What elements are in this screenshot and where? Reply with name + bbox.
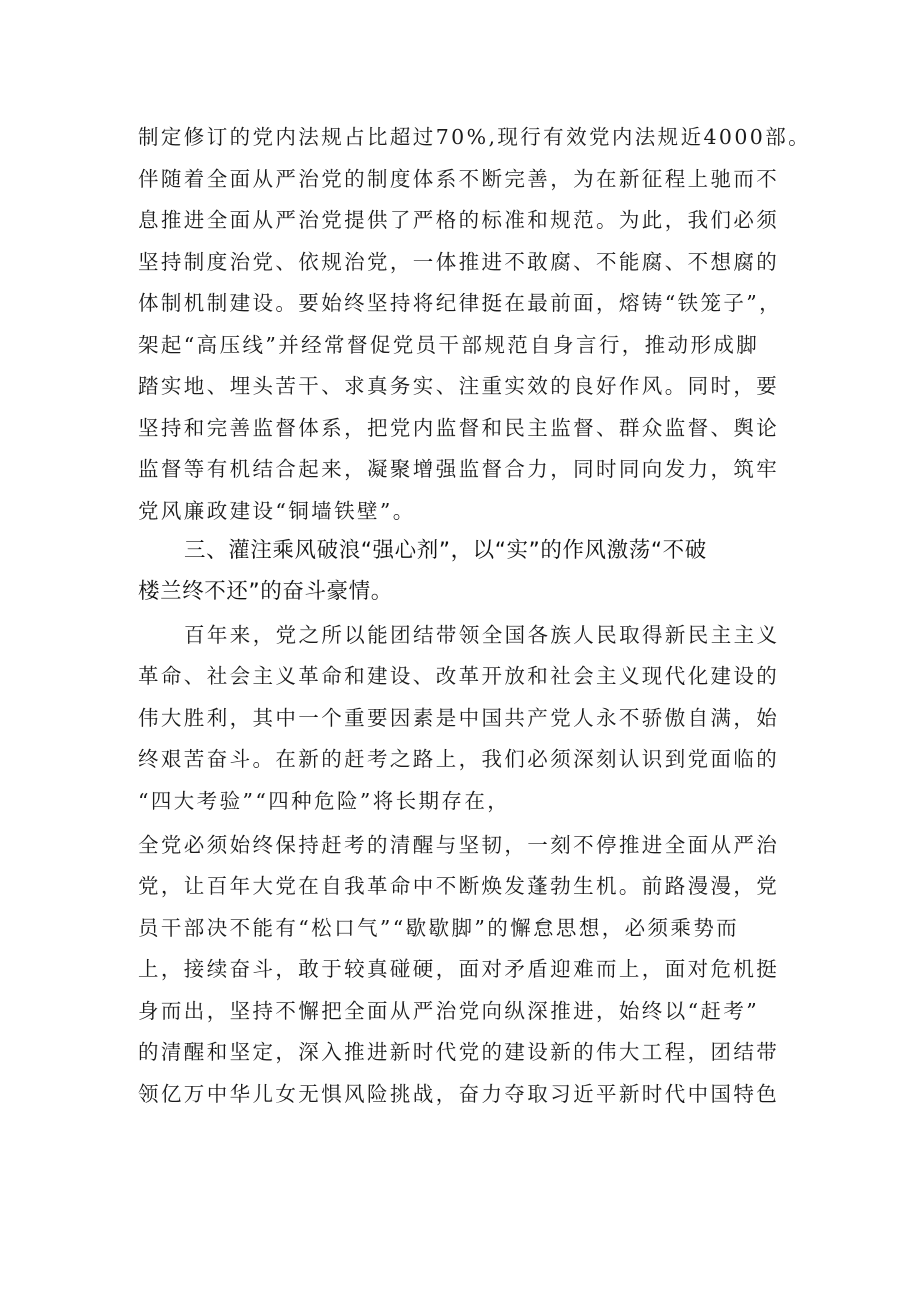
paragraph-line: 终艰苦奋斗。在新的赶考之路上，我们必须深刻认识到党面临的 bbox=[138, 747, 780, 771]
paragraph-line: 党风廉政建设“铜墙铁壁”。 bbox=[138, 499, 416, 523]
paragraph-line: 伟大胜利，其中一个重要因素是中国共产党人永不骄傲自满，始 bbox=[138, 706, 780, 730]
paragraph-line: 坚持和完善监督体系，把党内监督和民主监督、群众监督、舆论 bbox=[138, 416, 780, 440]
paragraph-line: 员干部决不能有“松口气”“歇歇脚”的懈怠思想，必须乘势而 bbox=[138, 916, 740, 940]
paragraph-line: 领亿万中华儿女无惧风险挑战，奋力夺取习近平新时代中国特色 bbox=[138, 1082, 780, 1106]
paragraph-line: 架起“高压线”并经常督促党员干部规范自身言行，推动形成脚 bbox=[138, 333, 760, 357]
paragraph-line: 上，接续奋斗，敢于较真碰硬，面对矛盾迎难而上，面对危机挺 bbox=[138, 957, 780, 981]
paragraph-line: 坚持制度治党、依规治党，一体推进不敢腐、不能腐、不想腐的 bbox=[138, 250, 780, 274]
paragraph-line: “四大考验”“四种危险”将长期存在， bbox=[138, 789, 511, 813]
section-heading-continued: 楼兰终不还”的奋斗豪情。 bbox=[138, 579, 393, 604]
paragraph-line: 百年来，党之所以能团结带领全国各族人民取得新民主主义 bbox=[184, 623, 780, 647]
paragraph-line: 制定修订的党内法规占比超过70%,现行有效党内法规近4000部。 bbox=[138, 125, 812, 149]
paragraph-line: 党，让百年大党在自我革命中不断焕发蓬勃生机。前路漫漫，党 bbox=[138, 874, 780, 898]
section-heading: 三、灌注乘风破浪“强心剂”，以“实”的作风激荡“不破 bbox=[184, 538, 707, 563]
paragraph-line: 身而出，坚持不懈把全面从严治党向纵深推进，始终以“赶考” bbox=[138, 999, 760, 1023]
paragraph-line: 的清醒和坚定，深入推进新时代党的建设新的伟大工程，团结带 bbox=[138, 1040, 780, 1064]
paragraph-line: 体制机制建设。要始终坚持将纪律挺在最前面，熔铸“铁笼子”， bbox=[138, 291, 783, 315]
paragraph-line: 监督等有机结合起来，凝聚增强监督合力，同时同向发力，筑牢 bbox=[138, 457, 780, 481]
paragraph-line: 踏实地、埋头苦干、求真务实、注重实效的良好作风。同时，要 bbox=[138, 374, 780, 398]
paragraph-line: 息推进全面从严治党提供了严格的标准和规范。为此，我们必须 bbox=[138, 208, 780, 232]
paragraph-line: 革命、社会主义革命和建设、改革开放和社会主义现代化建设的 bbox=[138, 664, 780, 688]
paragraph-line: 伴随着全面从严治党的制度体系不断完善，为在新征程上驰而不 bbox=[138, 167, 780, 191]
paragraph-line: 全党必须始终保持赶考的清醒与坚韧，一刻不停推进全面从严治 bbox=[138, 833, 780, 857]
